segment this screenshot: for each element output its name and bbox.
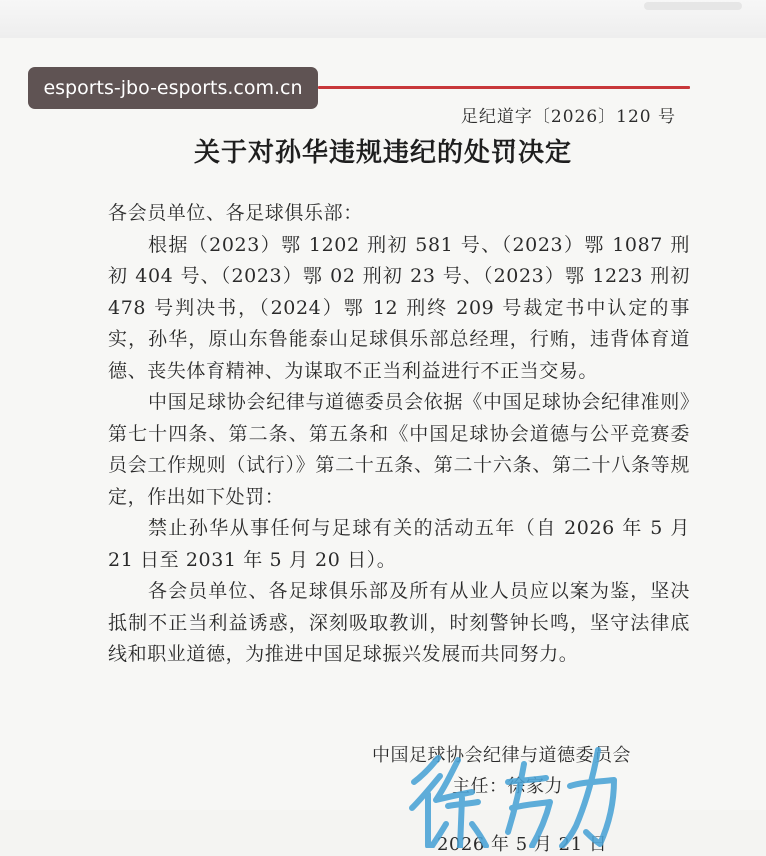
paragraph-warning: 各会员单位、各足球俱乐部及所有从业人员应以案为鉴，坚决抵制不正当利益诱惑，深刻吸取教训，时刻警钟长鸣，坚守法律底线和职业道德，为推进中国足球振兴发展而共同努力。 <box>108 580 690 665</box>
document-page <box>0 38 766 855</box>
document-number: 足纪道字〔2026〕120 号 <box>460 107 676 127</box>
salutation: 各会员单位、各足球俱乐部： <box>108 202 363 224</box>
paragraph-facts: 根据（2023）鄂 1202 刑初 581 号、（2023）鄂 1087 刑初 404 号、（2023）鄂 02 刑初 23 号、（2023）鄂 1223 刑初 478 号判决书，（2024）鄂 12 刑终 209 号裁定书中认定的事实，孙华，原山东鲁能泰山足球俱乐部总经理，行贿，违背体育道德、丧失体育精神、为谋取不正当利益进行不正当交易。 <box>108 233 690 382</box>
director-line: 主任：徐家力 <box>452 776 563 797</box>
red-header-rule <box>318 86 690 89</box>
paragraph-basis: 中国足球协会纪律与道德委员会依据《中国足球协会纪律准则》第七十四条、第二条、第五条和《中国足球协会道德与公平竞赛委员会工作规则（试行）》第二十五条、第二十六条、第二十八条等规定，作出如下处罚： <box>108 391 690 508</box>
watermark-label: esports-jbo-esports.com.cn <box>28 67 318 109</box>
paragraph-penalty: 禁止孙华从事任何与足球有关的活动五年（自 2026 年 5 月 21 日至 2031 年 5 月 20 日）。 <box>108 517 690 571</box>
browser-top-bar <box>0 0 766 39</box>
document-title: 关于对孙华违规违纪的处罚决定 <box>193 138 572 168</box>
handwritten-signature-icon <box>400 742 660 848</box>
issue-date: 2026 年 5 月 21 日 <box>437 834 608 855</box>
document-body <box>108 198 690 671</box>
top-bar-pill <box>644 2 742 10</box>
issuing-committee: 中国足球协会纪律与道德委员会 <box>372 745 631 766</box>
signature-block <box>0 738 766 855</box>
